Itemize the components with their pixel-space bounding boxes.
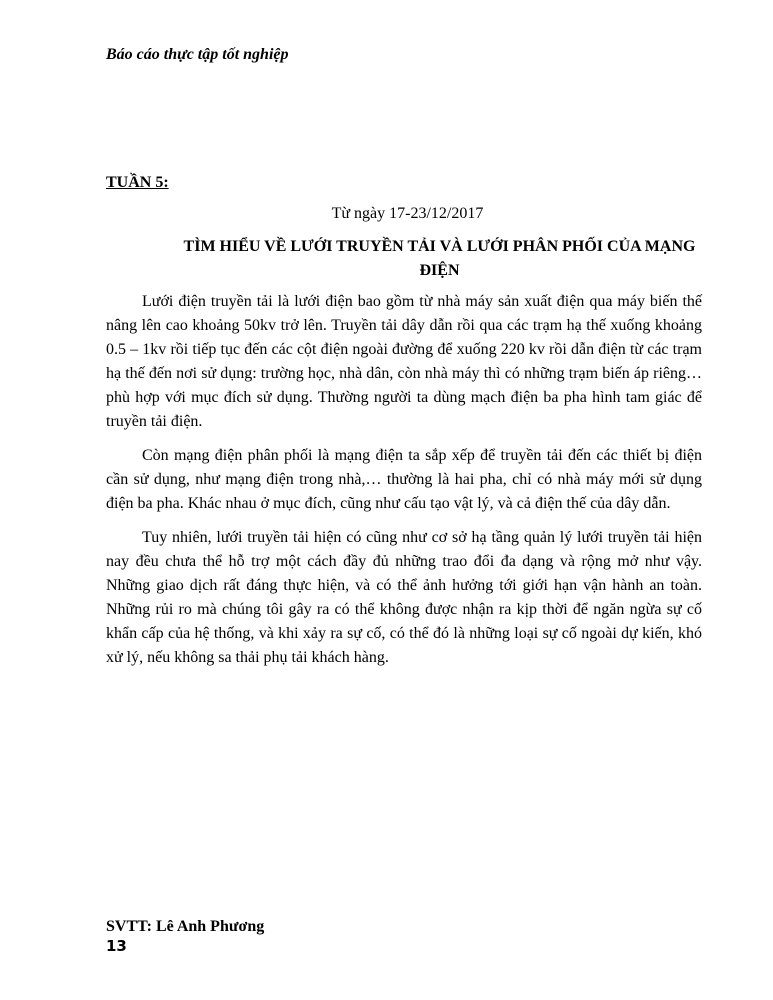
document-body bbox=[106, 290, 702, 680]
footer-author: SVTT: Lê Anh Phương bbox=[106, 918, 265, 935]
section-heading: TÌM HIỂU VỀ LƯỚI TRUYỀN TẢI VÀ LƯỚI PHÂN PHỐI CỦA MẠNG ĐIỆN bbox=[183, 238, 696, 279]
date-range: Từ ngày 17-23/12/2017 bbox=[331, 205, 484, 222]
page-number: 13 bbox=[106, 937, 127, 955]
paragraph-transmission-grid: Lưới điện truyền tải là lưới điện bao gồm từ nhà máy sản xuất điện qua máy biến thế nâng lên cao khoảng 50kv trở lên. Truyền tải dây dẫn rồi qua các trạm hạ thế xuống khoảng 0.5 – 1kv rồi tiếp tục đến các cột điện ngoài đường để xuống 220 kv rồi dẫn điện từ các trạm hạ thế đến nơi sử dụng: trường học, nhà dân, còn nhà máy thì có những trạm biến áp riêng… phù hợp với mục đích sử dụng. Thường người ta dùng mạch điện ba pha hình tam giác để truyền tải điện. bbox=[106, 293, 702, 430]
paragraph-distribution-grid: Còn mạng điện phân phối là mạng điện ta sắp xếp để truyền tải đến các thiết bị điện cần sử dụng, như mạng điện trong nhà,… thường là hai pha, chỉ có nhà máy mới sử dụng điện ba pha. Khác nhau ở mục đích, cũng như cấu tạo vật lý, và cả điện thế của dây dẫn. bbox=[106, 447, 702, 512]
paragraph-infrastructure-risks: Tuy nhiên, lưới truyền tải hiện có cũng như cơ sở hạ tầng quản lý lưới truyền tải hiện nay đều chưa thể hỗ trợ một cách đầy đủ những trao đổi đa dạng và rộng mở như vậy. Những giao dịch rất đáng thực hiện, và có thể ảnh hưởng tới giới hạn vận hành an toàn. Những rủi ro mà chúng tôi gây ra có thể không được nhận ra kịp thời để ngăn ngừa sự cố khẩn cấp của hệ thống, và khi xảy ra sự cố, có thể đó là những loại sự cố ngoài dự kiến, khó xử lý, nếu không sa thải phụ tải khách hàng. bbox=[106, 529, 702, 666]
page-header: Báo cáo thực tập tốt nghiệp bbox=[106, 46, 289, 63]
week-title: TUẦN 5: bbox=[106, 174, 169, 191]
